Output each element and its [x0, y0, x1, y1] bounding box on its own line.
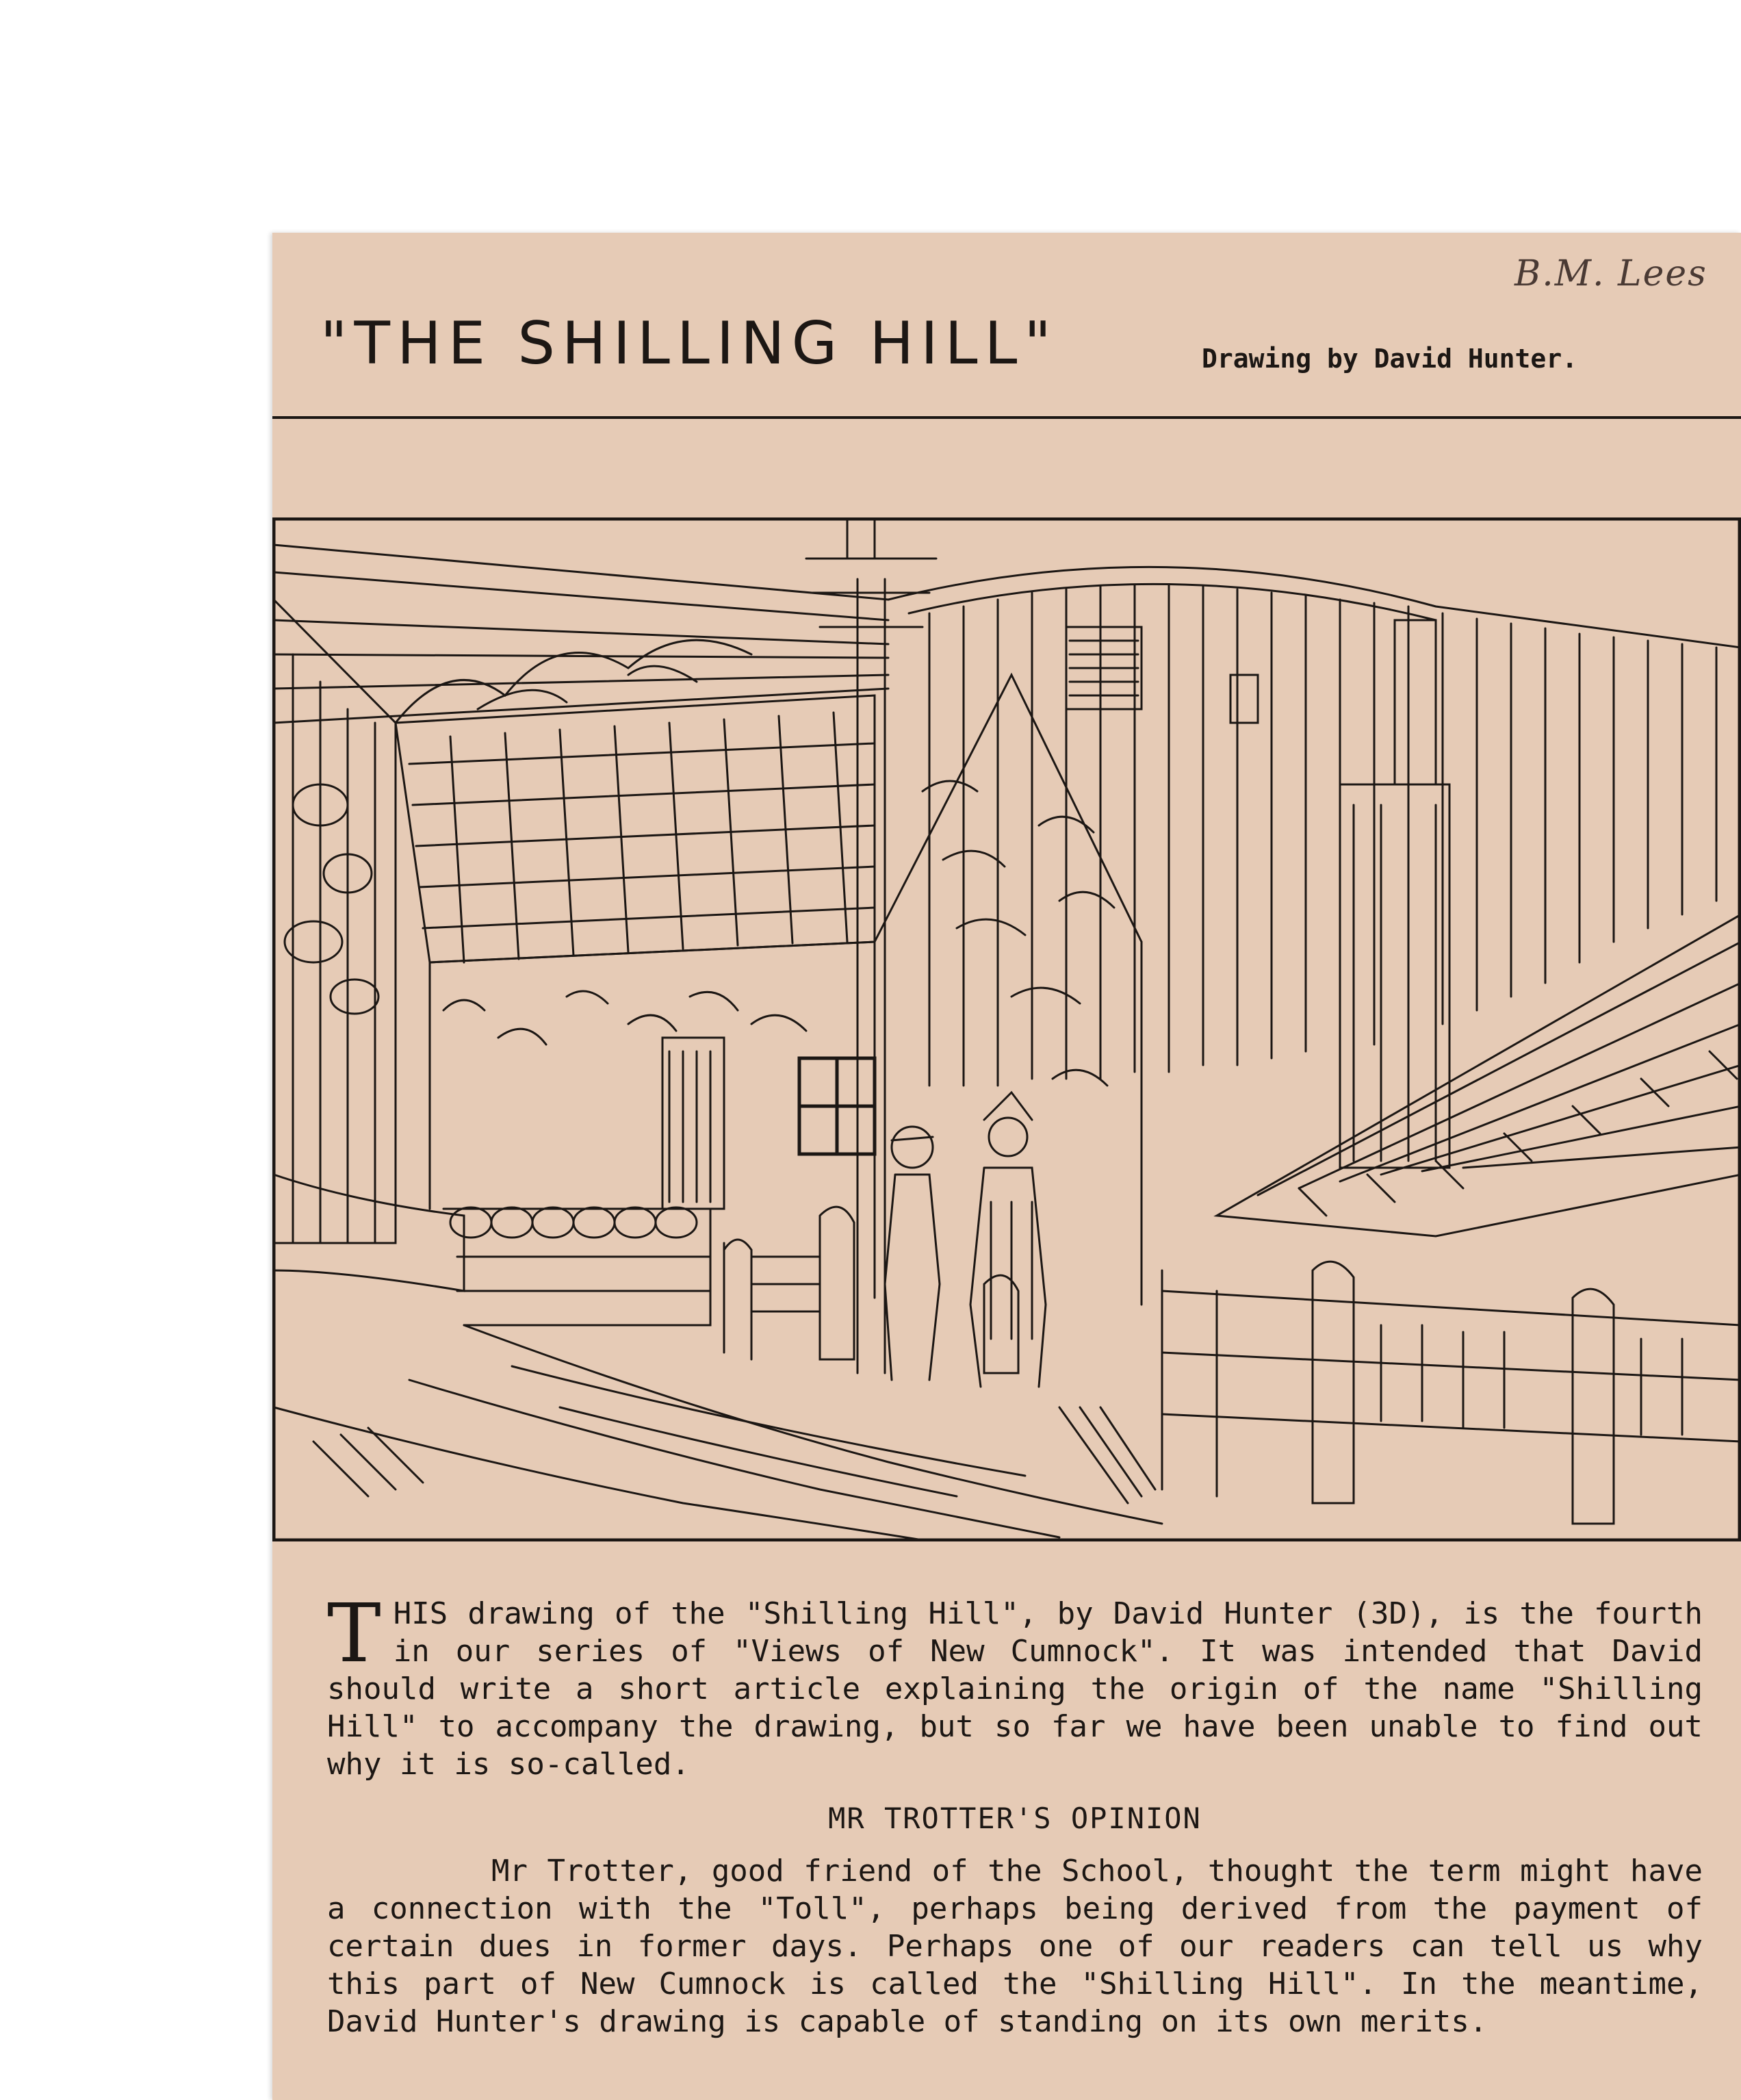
page-title: "THE SHILLING HILL": [320, 309, 1058, 378]
pen-sketch-illustration: [272, 517, 1741, 1541]
article-subheading: MR TROTTER'S OPINION: [828, 1802, 1202, 1835]
drawing-credit: Drawing by David Hunter.: [1202, 344, 1578, 374]
newsletter-page: [272, 233, 1741, 2100]
street-scene-drawing: [272, 517, 1741, 1541]
title-divider: [272, 416, 1741, 419]
article-paragraph-2: Mr Trotter, good friend of the School, thought the term might have a connection with the "Toll", perhaps being derived from the payment of certain dues in former days. Perhaps one of our readers can tell us why this part of New Cumnock is called the "Shilling Hill". In the meantime, David Hunter's drawing is capable of standing on its own merits.: [327, 1854, 1703, 2039]
article-paragraph-1: HIS drawing of the "Shilling Hill", by David Hunter (3D), is the fourth in our series of "Views of New Cumnock". It was intended that David should write a short article explaining the origin of the name "Shilling Hill" to accompany the drawing, but so far we have been unable to find out why it is so-called.: [327, 1596, 1703, 1782]
article-body: [327, 1586, 1703, 2040]
drop-cap: T: [327, 1586, 381, 1680]
handwritten-signature: B.M. Lees: [1514, 253, 1707, 294]
